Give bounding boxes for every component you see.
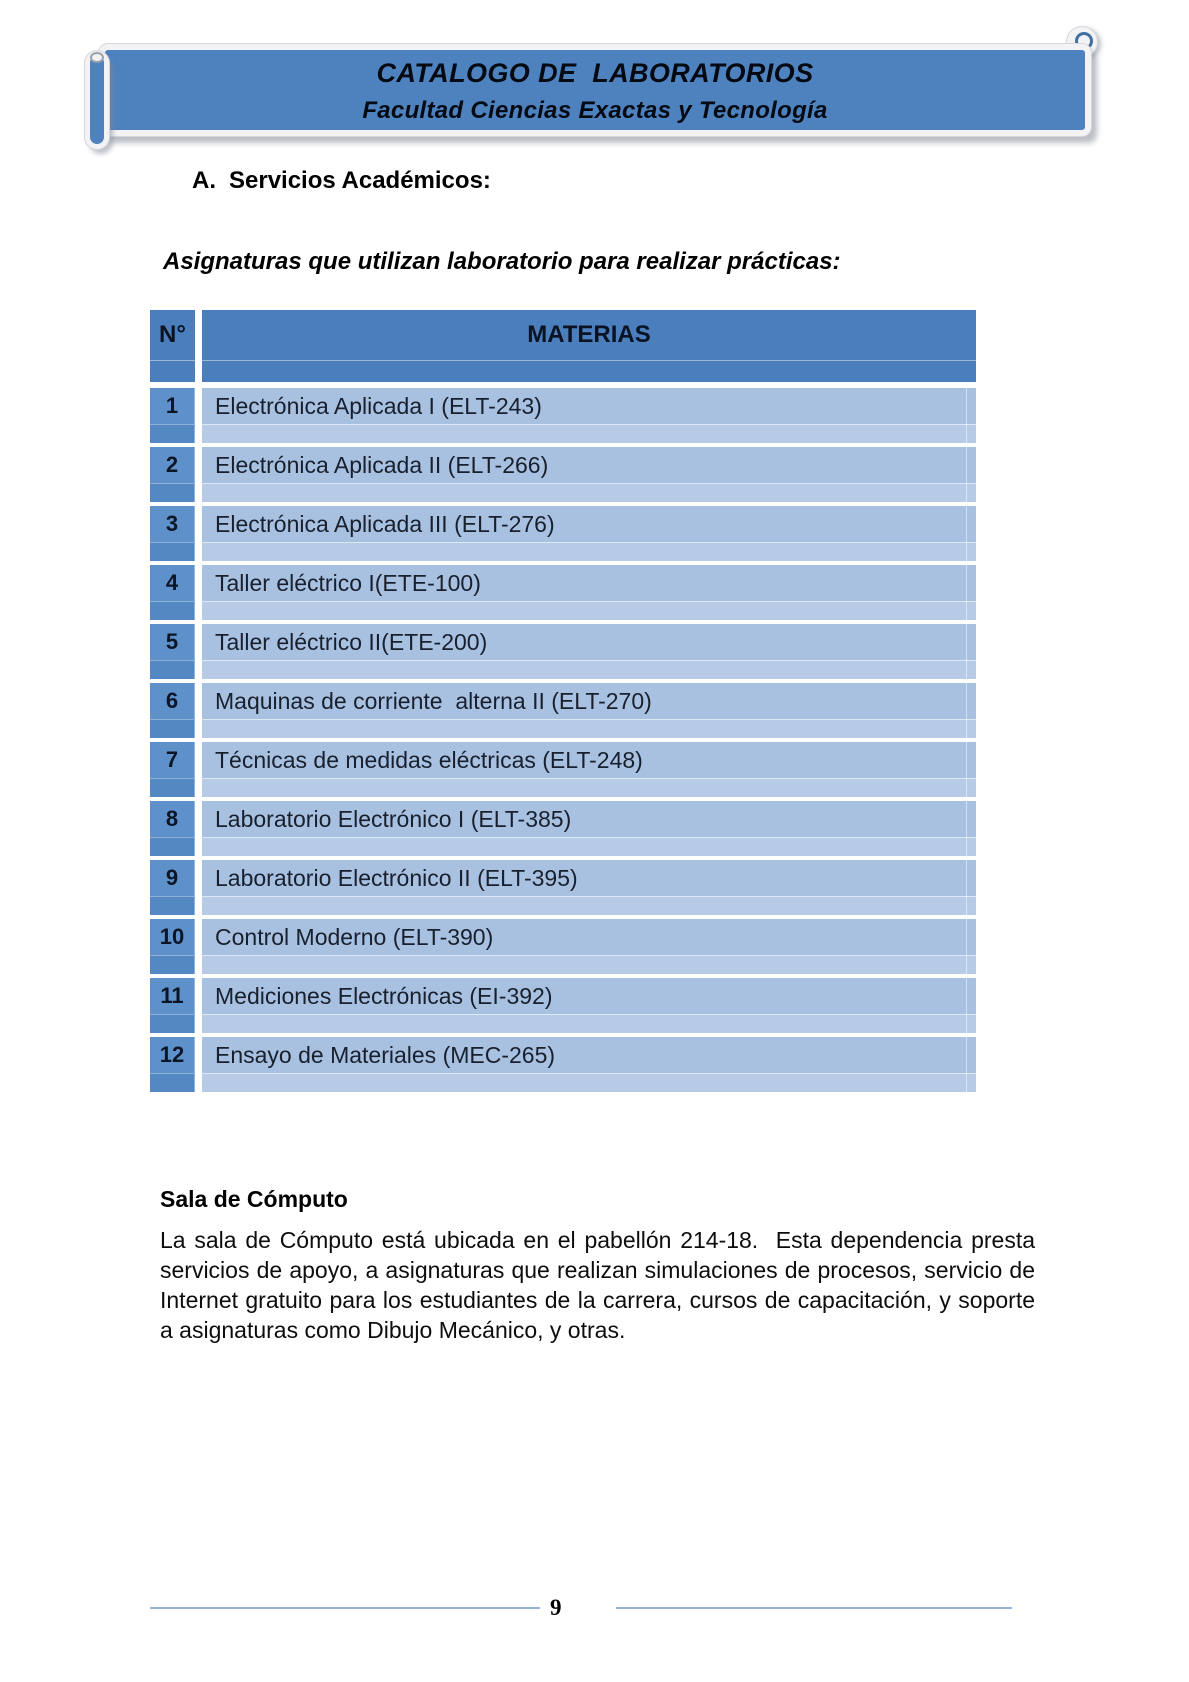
sala-computo-paragraph: La sala de Cómputo está ubicada en el pabellón 214-18. Esta dependencia presta servicios de apoyo, a asignaturas que realizan simulaciones de procesos, servicio de Internet gratuito para los estudiantes de la carrera, cursos de capacitación, y soporte a asignaturas como Dibujo Mecánico, y otras. [160, 1227, 1042, 1343]
row-number-cell: 6 [150, 683, 195, 719]
table-row [150, 624, 976, 679]
column-divider [195, 360, 202, 382]
table-row [150, 565, 976, 620]
column-divider [195, 310, 202, 360]
column-divider [195, 542, 202, 561]
table-header [150, 310, 976, 382]
column-divider [195, 660, 202, 679]
materia-cell: Electrónica Aplicada II (ELT-266) [202, 447, 976, 483]
materia-spacer [202, 719, 976, 738]
column-divider [195, 860, 202, 896]
table-row [150, 978, 976, 1033]
footer-rule-right [616, 1607, 1013, 1609]
column-divider [195, 919, 202, 955]
materia-cell: Ensayo de Materiales (MEC-265) [202, 1037, 976, 1073]
materia-cell: Mediciones Electrónicas (EI-392) [202, 978, 976, 1014]
column-divider [195, 1014, 202, 1033]
table-row [150, 388, 976, 443]
row-number-spacer [150, 896, 195, 915]
column-divider [195, 424, 202, 443]
materia-cell: Laboratorio Electrónico I (ELT-385) [202, 801, 976, 837]
table-row [150, 919, 976, 974]
sala-computo-section [160, 1186, 1042, 1345]
column-divider [195, 801, 202, 837]
materias-table [150, 310, 976, 1096]
table-row [150, 801, 976, 856]
page-footer [150, 1596, 1012, 1619]
table-row [150, 860, 976, 915]
materia-spacer [202, 955, 976, 974]
row-number-spacer [150, 424, 195, 443]
column-divider [195, 978, 202, 1014]
column-divider [195, 506, 202, 542]
table-row [150, 683, 976, 738]
row-number-spacer [150, 601, 195, 620]
row-number-spacer [150, 483, 195, 502]
column-divider [195, 837, 202, 856]
column-divider [195, 447, 202, 483]
row-number-cell: 11 [150, 978, 195, 1014]
table-row [150, 742, 976, 797]
materia-cell: Electrónica Aplicada I (ELT-243) [202, 388, 976, 424]
materia-cell: Control Moderno (ELT-390) [202, 919, 976, 955]
footer-rule-left [150, 1607, 540, 1609]
row-number-spacer [150, 837, 195, 856]
materia-spacer [202, 424, 976, 443]
column-divider [195, 896, 202, 915]
materia-cell: Laboratorio Electrónico II (ELT-395) [202, 860, 976, 896]
row-number-cell: 8 [150, 801, 195, 837]
row-number-spacer [150, 778, 195, 797]
column-divider [195, 719, 202, 738]
page-number: 9 [550, 1595, 562, 1620]
column-divider [195, 683, 202, 719]
banner-subtitle: Facultad Ciencias Exactas y Tecnología [362, 97, 828, 124]
column-divider [195, 742, 202, 778]
materia-spacer [202, 542, 976, 561]
materia-spacer [202, 483, 976, 502]
materia-spacer [202, 660, 976, 679]
row-number-spacer [150, 542, 195, 561]
section-letter: A. [192, 167, 216, 194]
banner-title: CATALOGO DE LABORATORIOS [376, 58, 814, 88]
materia-cell: Taller eléctrico I(ETE-100) [202, 565, 976, 601]
materia-cell: Electrónica Aplicada III (ELT-276) [202, 506, 976, 542]
column-divider [195, 565, 202, 601]
column-divider [195, 1073, 202, 1092]
sala-computo-heading: Sala de Cómputo [160, 1186, 348, 1212]
row-number-cell: 10 [150, 919, 195, 955]
row-number-cell: 3 [150, 506, 195, 542]
header-spacer [150, 360, 195, 382]
row-number-cell: 4 [150, 565, 195, 601]
scroll-left-roll-icon [85, 51, 109, 149]
table-row [150, 1037, 976, 1092]
materia-cell: Técnicas de medidas eléctricas (ELT-248) [202, 742, 976, 778]
row-number-spacer [150, 719, 195, 738]
table-row [150, 506, 976, 561]
row-number-cell: 7 [150, 742, 195, 778]
table-caption: Asignaturas que utilizan laboratorio para realizar prácticas: [163, 248, 841, 275]
materia-spacer [202, 837, 976, 856]
column-divider [195, 778, 202, 797]
row-number-cell: 2 [150, 447, 195, 483]
column-header-num: N° [150, 310, 195, 360]
materia-spacer [202, 1073, 976, 1092]
materia-cell: Maquinas de corriente alterna II (ELT-270) [202, 683, 976, 719]
row-number-spacer [150, 1014, 195, 1033]
row-number-spacer [150, 660, 195, 679]
section-heading [192, 167, 491, 195]
column-divider [195, 483, 202, 502]
title-banner [99, 44, 1091, 136]
header-spacer [202, 360, 976, 382]
row-number-cell: 9 [150, 860, 195, 896]
column-divider [195, 955, 202, 974]
row-number-cell: 12 [150, 1037, 195, 1073]
table-row [150, 447, 976, 502]
materia-spacer [202, 1014, 976, 1033]
row-number-cell: 5 [150, 624, 195, 660]
column-divider [195, 1037, 202, 1073]
column-divider [195, 624, 202, 660]
column-divider [195, 388, 202, 424]
row-number-spacer [150, 1073, 195, 1092]
row-number-cell: 1 [150, 388, 195, 424]
column-divider [195, 601, 202, 620]
materia-cell: Taller eléctrico II(ETE-200) [202, 624, 976, 660]
column-header-materias: MATERIAS [202, 310, 976, 360]
row-number-spacer [150, 955, 195, 974]
materia-spacer [202, 601, 976, 620]
materia-spacer [202, 896, 976, 915]
materia-spacer [202, 778, 976, 797]
table-body [150, 388, 976, 1092]
section-title: Servicios Académicos: [229, 167, 491, 194]
